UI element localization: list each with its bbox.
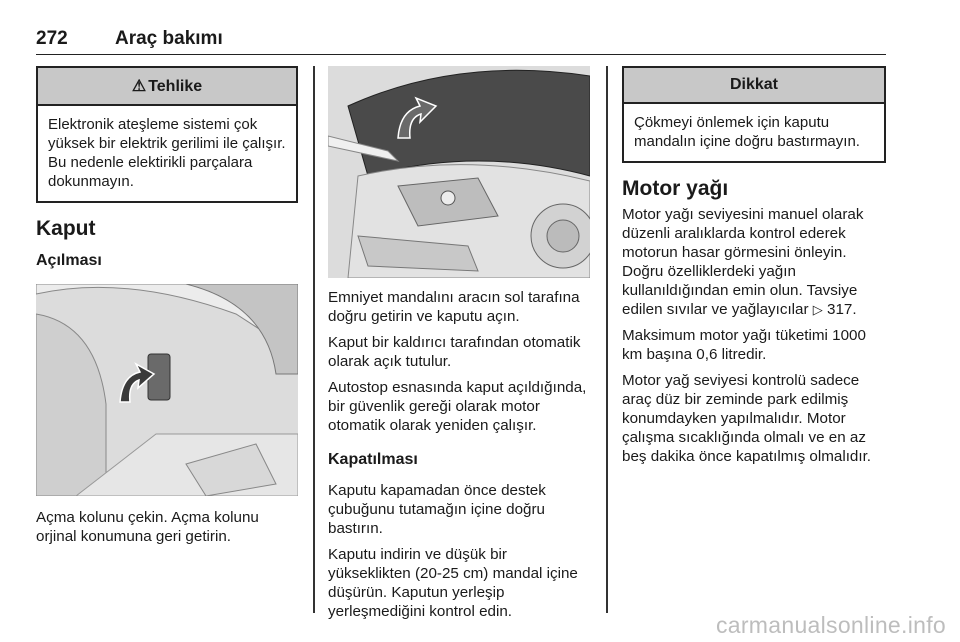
- warning-triangle-icon: ⚠: [131, 78, 147, 95]
- danger-box-text: Elektronik ateşleme sistemi çok yüksek bir elektrik gerilimi ile çalışır. Bu nedenle elektirikli parçalara dokunmayın.: [48, 116, 286, 190]
- page-header: [36, 26, 886, 55]
- column-1: [36, 66, 298, 546]
- column-divider: [606, 66, 608, 613]
- opening-text: Açma kolunu çekin. Açma kolunu orjinal konumuna geri getirin.: [36, 509, 259, 545]
- motor-oil-title: Motor yağı: [622, 177, 729, 200]
- column-divider: [313, 66, 315, 613]
- motor-oil-p1-ref[interactable]: 317.: [827, 301, 857, 318]
- hood-release-lever-drawing: [36, 284, 298, 496]
- opening-title: Açılması: [36, 252, 102, 269]
- motor-oil-p3: Motor yağ seviyesi kontrolü sadece araç düz bir zeminde park edilmiş konumdayken yapılmalıdır. Motor çalışma sıcaklığında olmalı ve en az beş dakika önce kapatılmış olmalıdır.: [622, 372, 872, 465]
- hood-p1: Emniyet mandalını aracın sol tarafına doğru getirin ve kaputu açın.: [328, 289, 580, 325]
- column-2: [328, 66, 590, 621]
- danger-box: [36, 66, 298, 203]
- hood-p2: Kaput bir kaldırıcı tarafından otomatik olarak açık tutulur.: [328, 334, 581, 370]
- closing-p1: Kaputu kapamadan önce destek çubuğunu tutamağın içine doğru bastırın.: [328, 482, 546, 537]
- motor-oil-p1: [622, 205, 886, 319]
- danger-box-header: [38, 68, 296, 106]
- column-3: [622, 66, 886, 466]
- caution-box-header: Dikkat: [624, 68, 884, 104]
- motor-oil-p2: Maksimum motor yağı tüketimi 1000 km başına 0,6 litredir.: [622, 327, 866, 363]
- closing-p2: Kaputu indirin ve düşük bir yükseklikten (20-25 cm) mandal içine düşürün. Kaputun yerleşip yerleşmediğini kontrol edin.: [328, 546, 578, 620]
- reference-arrow-icon: ▷: [812, 302, 823, 317]
- caution-box: [622, 66, 886, 163]
- caution-box-text: Çökmeyi önlemek için kaputu mandalın içine doğru bastırmayın.: [634, 114, 860, 150]
- hood-p3: Autostop esnasında kaput açıldığında, bir güvenlik gereği olarak motor otomatik olarak yeniden çalışır.: [328, 379, 587, 434]
- open-hood-drawing: [328, 66, 590, 278]
- page-number: 272: [36, 28, 68, 49]
- page-title: Araç bakımı: [115, 28, 223, 49]
- open-hood-illustration: [328, 66, 590, 278]
- danger-box-title: Tehlike: [148, 78, 203, 95]
- motor-oil-p1-text: Motor yağı seviyesini manuel olarak düzenli aralıklarda kontrol ederek motorun hasar görmesini önleyin. Doğru özelliklerdeki yağın kullanıldığından emin olun. Tavsiye edilen sıvılar ve yağlayıcılar: [622, 206, 864, 318]
- watermark: carmanualsonline.info: [715, 612, 946, 638]
- hood-release-lever-illustration: [36, 284, 298, 496]
- closing-title: Kapatılması: [328, 451, 418, 468]
- kaput-title: Kaput: [36, 217, 96, 240]
